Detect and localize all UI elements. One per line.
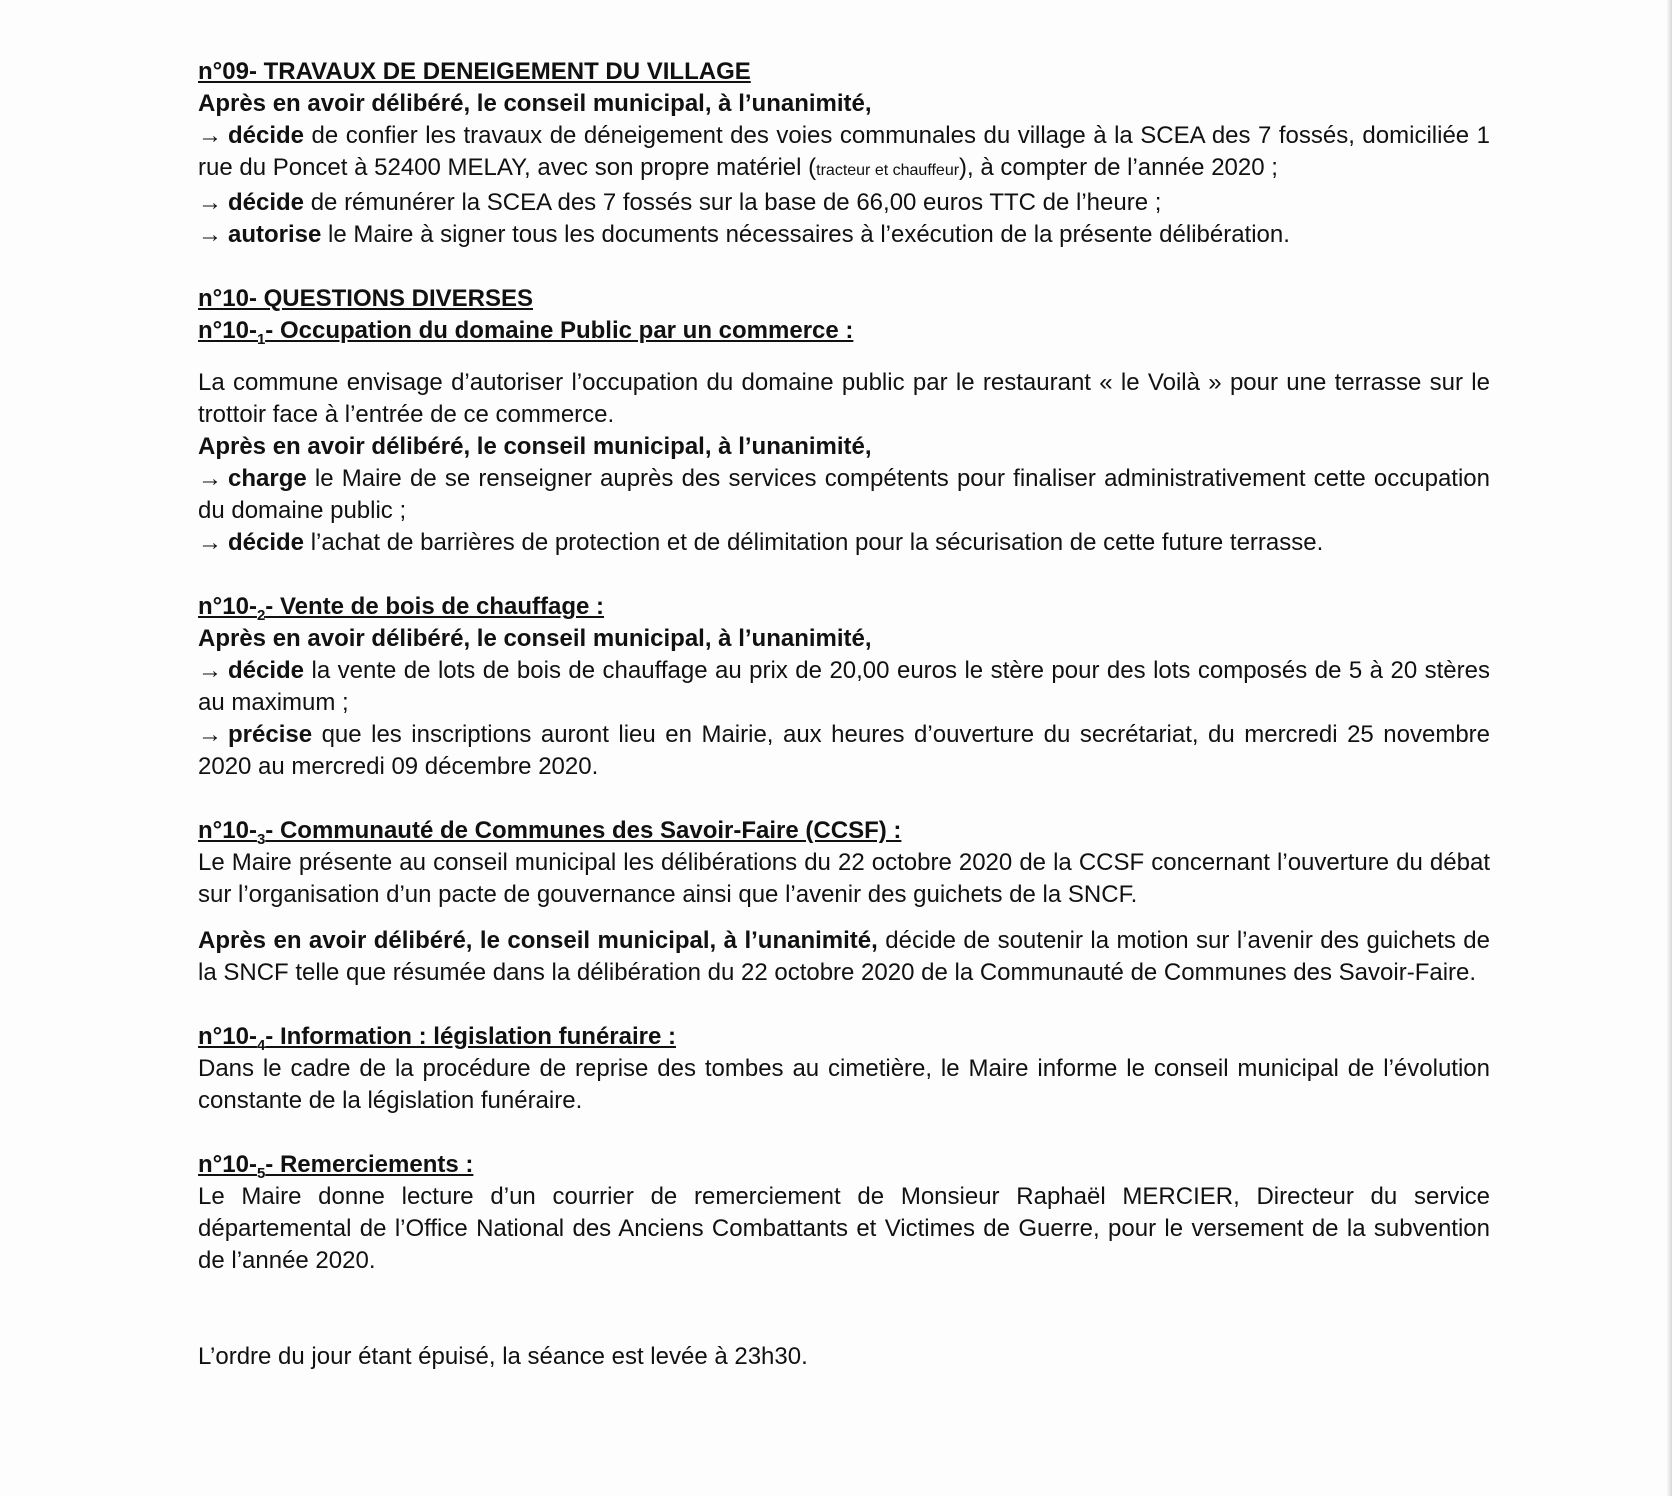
action-text: que les inscriptions auront lieu en Mairie, aux heures d’ouverture du secrétariat, du mercredi 25 novembre 2020 au mercredi 09 décembre 2020. — [198, 721, 1490, 780]
subsection-10-1-title: $n^\circ 10-_1-$ Occupation du domaine Public par un commerce : — [198, 317, 854, 348]
section-09-intro: Après en avoir délibéré, le conseil municipal, à l’unanimité, — [198, 90, 872, 117]
arrow-icon: → — [198, 465, 222, 492]
section-09-decision-2 — [198, 187, 1490, 219]
page-edge — [1666, 0, 1672, 1496]
decision-verb: décide — [228, 122, 305, 149]
subsection-10-3-title: $n^\circ 10-_3-$ Communauté de Communes des Savoir-Faire (CCSF) : — [198, 817, 902, 848]
section-09-title: n°09- TRAVAUX DE DENEIGEMENT DU VILLAGE — [198, 58, 751, 85]
action-text: l’achat de barrières de protection et de délimitation pour la sécurisation de cette future terrasse. — [304, 529, 1324, 556]
subsection-10-4-text: Dans le cadre de la procédure de reprise des tombes au cimetière, le Maire informe le conseil municipal de l’évolution constante de la législation funéraire. — [198, 1055, 1490, 1114]
arrow-icon: → — [198, 189, 222, 216]
subsection-10-1-action-1 — [198, 463, 1490, 527]
subsection-10-3-decision — [198, 925, 1490, 989]
section-09-decision-3 — [198, 219, 1490, 251]
decision-text: décide de soutenir la motion sur l’avenir des guichets de la SNCF telle que résumée dans la délibération du 22 octobre 2020 de la Communauté de Communes des Savoir-Faire. — [198, 927, 1490, 986]
action-verb: décide — [228, 657, 305, 684]
subsection-10-2-action-1 — [198, 655, 1490, 719]
subsection-10-5-title: $n^\circ 10-_5-$ Remerciements : — [198, 1151, 474, 1182]
subsection-10-1-intro: Après en avoir délibéré, le conseil municipal, à l’unanimité, — [198, 433, 872, 460]
arrow-icon: → — [198, 122, 222, 149]
decision-verb: autorise — [228, 221, 322, 248]
decision-intro: Après en avoir délibéré, le conseil municipal, à l’unanimité, — [198, 927, 878, 954]
subsection-10-4-title: $n^\circ 10-_4-$ Information : législation funéraire : — [198, 1023, 676, 1054]
arrow-icon: → — [198, 529, 222, 556]
subsection-10-1-text: La commune envisage d’autoriser l’occupation du domaine public par le restaurant « le Voilà » pour une terrasse sur le trottoir face à l’entrée de ce commerce. — [198, 369, 1490, 428]
arrow-icon: → — [198, 221, 222, 248]
subsection-10-5-text: Le Maire donne lecture d’un courrier de remerciement de Monsieur Raphaël MERCIER, Directeur du service départemental de l’Office National des Anciens Combattants et Victimes de Guerre, pour le versement de la subvention de l’année 2020. — [198, 1183, 1490, 1274]
subsection-10-2-title: $n^\circ 10-_2-$ Vente de bois de chauffage : — [198, 593, 605, 624]
decision-text: le Maire à signer tous les documents nécessaires à l’exécution de la présente délibération. — [321, 221, 1290, 248]
subsection-10-3-text: Le Maire présente au conseil municipal les délibérations du 22 octobre 2020 de la CCSF concernant l’ouverture du débat sur l’organisation d’un pacte de gouvernance ainsi que l’avenir des guichets de la SNCF. — [198, 849, 1490, 908]
action-verb: charge — [228, 465, 307, 492]
subsection-10-1-action-2 — [198, 527, 1490, 559]
action-verb: décide — [228, 529, 305, 556]
action-verb: précise — [228, 721, 313, 748]
decision-text-end: ), à compter de l’année 2020 ; — [959, 154, 1278, 181]
decision-text: de confier les travaux de déneigement des voies communales du village à la SCEA des 7 fossés, domiciliée 1 rue du Poncet à 52400 MELAY, avec son propre matériel ( — [198, 122, 1490, 181]
closing-statement: L’ordre du jour étant épuisé, la séance est levée à 23h30. — [198, 1343, 808, 1370]
section-09-decision-1 — [198, 120, 1490, 187]
action-text: la vente de lots de bois de chauffage au prix de 20,00 euros le stère pour des lots composés de 5 à 20 stères au maximum ; — [198, 657, 1490, 716]
decision-note: tracteur et chauffeur — [816, 162, 960, 179]
document-body — [198, 56, 1490, 1373]
section-10-title: n°10- QUESTIONS DIVERSES — [198, 285, 534, 312]
subsection-10-2-intro: Après en avoir délibéré, le conseil municipal, à l’unanimité, — [198, 625, 872, 652]
decision-verb: décide — [228, 189, 305, 216]
action-text: le Maire de se renseigner auprès des services compétents pour finaliser administrativement cette occupation du domaine public ; — [198, 465, 1490, 524]
arrow-icon: → — [198, 657, 222, 684]
subsection-10-2-action-2 — [198, 719, 1490, 783]
decision-text: de rémunérer la SCEA des 7 fossés sur la base de 66,00 euros TTC de l’heure ; — [304, 189, 1162, 216]
arrow-icon: → — [198, 721, 222, 748]
